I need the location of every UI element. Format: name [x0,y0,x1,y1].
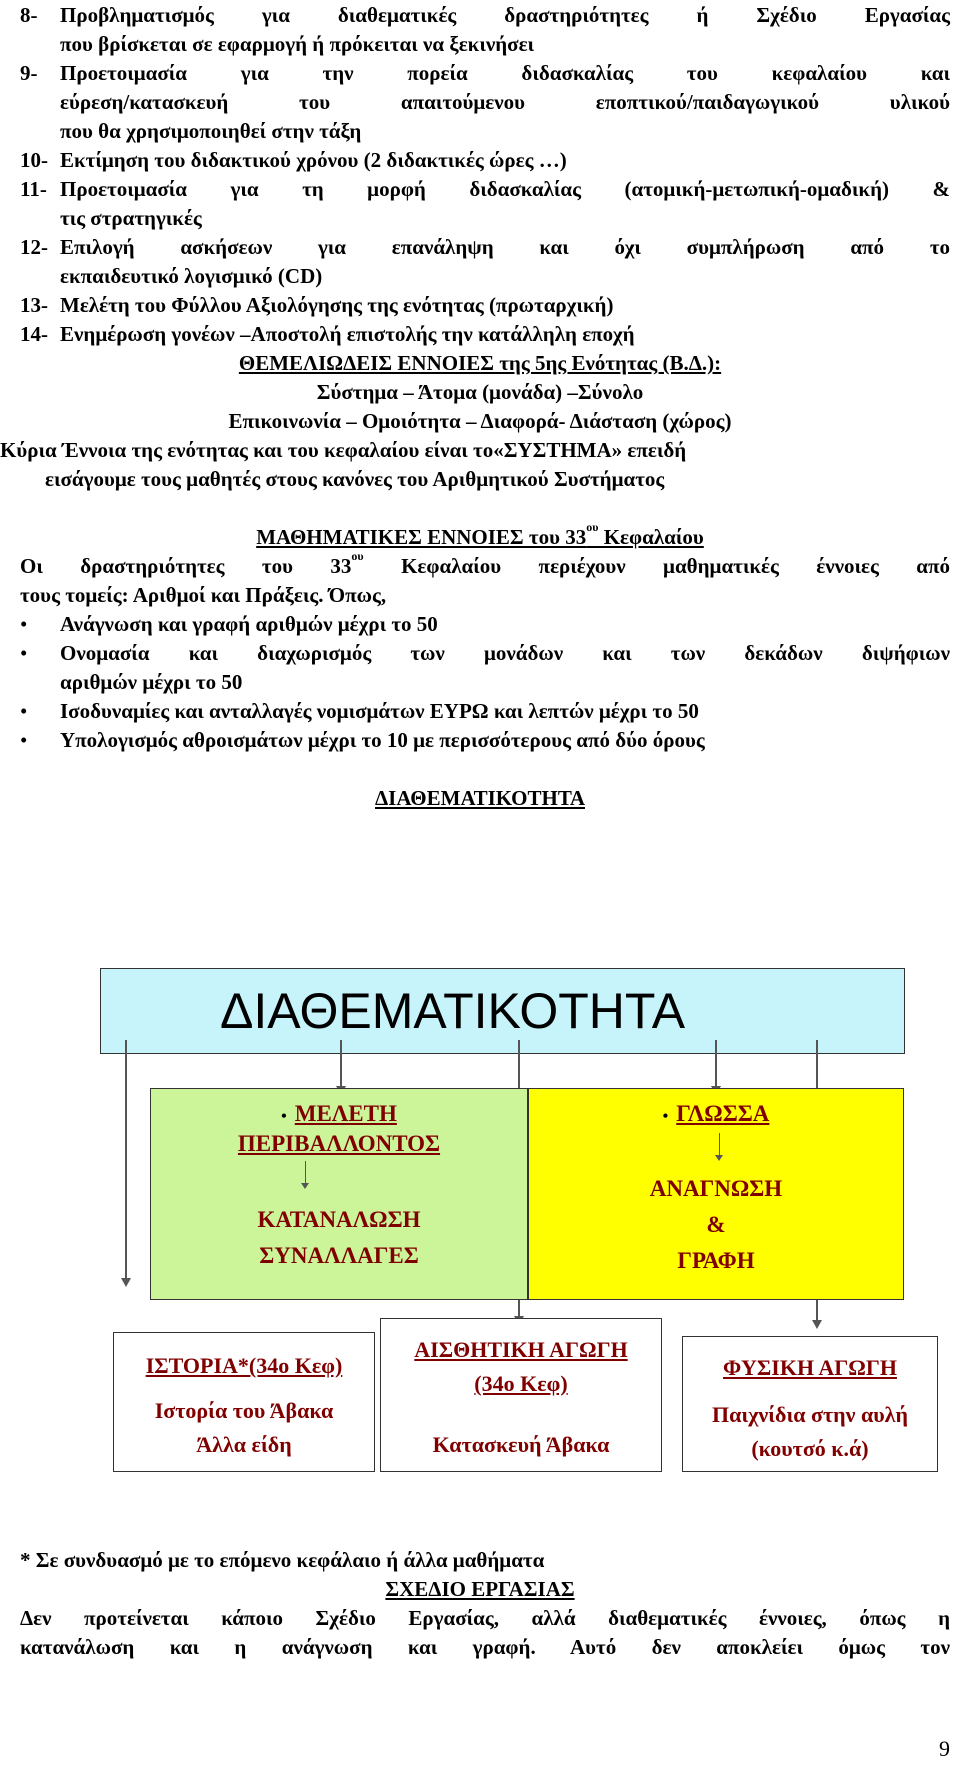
math-concepts-heading [0,522,960,553]
list-number: 11- [20,177,47,201]
list-number: 9- [20,61,38,85]
list-item-text: εύρεση/κατασκευή του απαιτούμενου εποπτικού/παιδαγωγικού υλικού [60,90,950,114]
list-item-text: Εκτίμηση του διδακτικού χρόνου (2 διδακτικές ώρες …) [60,148,567,172]
cross-curricular-heading-text: ΔΙΑΘΕΜΑΤΙΚΟΤΗΤΑ [375,786,585,810]
environment-line: ΣΥΝΑΛΛΑΓΕΣ [259,1243,419,1268]
math-bullet-text: Υπολογισμός αθροισμάτων μέχρι το 10 με περισσότερους από δύο όρους [60,728,705,752]
basic-concepts-line: Επικοινωνία – Ομοιότητα – Διαφορά- Διάσταση (χώρος) [228,409,732,433]
math-intro-text: Κεφαλαίου περιέχουν μαθηματικές έννοιες από [363,554,950,578]
list-item-text: Ενημέρωση γονέων –Αποστολή επιστολής την κατάλληλη εποχή [60,322,635,346]
history-line: Άλλα είδη [196,1432,292,1457]
environment-line: ΚΑΤΑΝΑΛΩΣΗ [257,1207,421,1232]
math-intro-text: Οι δραστηριότητες του 33 [20,554,352,578]
pe-line: Παιχνίδια στην αυλή [712,1402,908,1427]
connector-line [715,1040,717,1088]
math-bullet-text: Ανάγνωση και γραφή αριθμών μέχρι το 50 [60,612,438,636]
project-text: Δεν προτείνεται κάποιο Σχέδιο Εργασίας, αλλά διαθεματικές έννοιες, όπως η [20,1606,950,1630]
pe-line: (κουτσό κ.ά) [751,1436,869,1461]
history-heading: ΙΣΤΟΡΙΑ*(34ο Κεφ) [145,1353,343,1378]
math-intro-line: τους τομείς: Αριθμοί και Πράξεις. Όπως, [20,583,387,607]
history-line: Ιστορία του Άβακα [154,1398,334,1423]
bullet-dot: • [20,699,28,723]
history-box [113,1332,375,1472]
basic-concepts-heading [0,348,960,379]
footnote: * Σε συνδυασμό με το επόμενο κεφάλαιο ή άλλα μαθήματα [20,1548,545,1572]
pe-heading: ΦΥΣΙΚΗ ΑΓΩΓΗ [723,1355,897,1380]
math-heading-text: Κεφαλαίου [598,525,704,549]
math-intro-sup: ου [351,549,364,563]
list-number: 13- [20,293,48,317]
bullet-dot: • [20,612,28,636]
page-number: 9 [939,1736,950,1761]
language-line: & [706,1212,726,1237]
list-number: 12- [20,235,48,259]
project-text: κατανάλωση και η ανάγνωση και γραφή. Αυτό δεν αποκλείει όμως τον [20,1635,950,1659]
basic-concepts-line: Σύστημα – Άτομα (μονάδα) –Σύνολο [316,380,644,404]
aesthetic-line: Κατασκευή Άβακα [432,1432,610,1457]
aesthetic-heading: ΑΙΣΘΗΤΙΚΗ ΑΓΩΓΗ [414,1337,628,1362]
connector-line [340,1040,342,1088]
math-bullet-text: αριθμών μέχρι το 50 [60,670,243,694]
connector-line [719,1133,720,1155]
diagram-title-box [100,968,905,1054]
environment-box: • ΜΕΛΕΤΗ ΠΕΡΙΒΑΛΛΟΝΤΟΣ ΚΑΤΑΝΑΛΩΣΗ ΣΥΝΑΛΛΑΓΕΣ [150,1088,528,1300]
pe-box [682,1336,938,1472]
language-line: ΑΝΑΓΝΩΣΗ [649,1176,783,1201]
language-line: ΓΡΑΦΗ [677,1248,755,1273]
list-number: 10- [20,148,48,172]
list-item-text: που θα χρησιμοποιηθεί στην τάξη [60,119,362,143]
bullet-dot: • [20,641,28,665]
cross-curricular-heading [0,783,960,814]
project-heading-text: ΣΧΕΔΙΟ ΕΡΓΑΣΙΑΣ [385,1577,575,1601]
list-item-text: Προβληματισμός για διαθεματικές δραστηριότητες ή Σχέδιο Εργασίας [60,3,950,27]
list-number: 8- [20,3,38,27]
aesthetic-heading: (34ο Κεφ) [474,1371,568,1396]
aesthetic-box [380,1318,662,1472]
environment-heading: ΜΕΛΕΤΗ [294,1101,397,1126]
math-bullet-text: Ονομασία και διαχωρισμός των μονάδων και των δεκάδων διψήφιων [60,641,950,665]
environment-heading: ΠΕΡΙΒΑΛΛΟΝΤΟΣ [237,1131,441,1156]
language-box: • ΓΛΩΣΣΑ ΑΝΑΓΝΩΣΗ & ΓΡΑΦΗ [528,1088,904,1300]
arrow-head [301,1183,309,1189]
project-heading [0,1574,960,1605]
list-item-text: εκπαιδευτικό λογισμικό (CD) [60,264,323,288]
language-heading: ΓΛΩΣΣΑ [676,1101,770,1126]
math-heading-text: ΜΑΘΗΜΑΤΙΚΕΣ ΕΝΝΟΙΕΣ του 33 [256,525,587,549]
list-item-text: τις στρατηγικές [60,206,202,230]
math-intro-line [20,551,950,582]
basic-concepts-heading-text: ΘΕΜΕΛΙΩΔΕΙΣ ΕΝΝΟΙΕΣ της 5ης Ενότητας (Β.Δ.): [238,351,722,375]
list-item-text: Επιλογή ασκήσεων για επανάληψη και όχι συμπλήρωση από το [60,235,950,259]
list-item-text: που βρίσκεται σε εφαρμογή ή πρόκειται να ξεκινήσει [60,32,535,56]
arrow-head [715,1155,723,1161]
list-number: 14- [20,322,48,346]
list-item-text: Προετοιμασία για τη μορφή διδασκαλίας (ατομική-μετωπική-ομαδική) & [60,177,950,201]
list-item-text: Προετοιμασία για την πορεία διδασκαλίας του κεφαλαίου και [60,61,950,85]
bullet-dot: • [20,728,28,752]
main-concept-line: Κύρια Έννοια της ενότητας και του κεφαλαίου είναι το«ΣΥΣΤΗΜΑ» επειδή [0,438,687,462]
connector-line [305,1161,306,1183]
main-concept-line: εισάγουμε τους μαθητές στους κανόνες του Αριθμητικού Συστήματος [45,467,665,491]
arrow-head [121,1278,131,1287]
list-item-text: Μελέτη του Φύλλου Αξιολόγησης της ενότητας (πρωταρχική) [60,293,614,317]
diagram-title: ΔΙΑΘΕΜΑΤΙΚΟΤΗΤΑ [219,983,686,1039]
math-bullet-text: Ισοδυναμίες και ανταλλαγές νομισμάτων ΕΥΡΩ και λεπτών μέχρι το 50 [60,699,699,723]
connector-line [125,1040,127,1280]
math-heading-sup: ου [586,520,599,534]
arrow-head [812,1320,822,1329]
